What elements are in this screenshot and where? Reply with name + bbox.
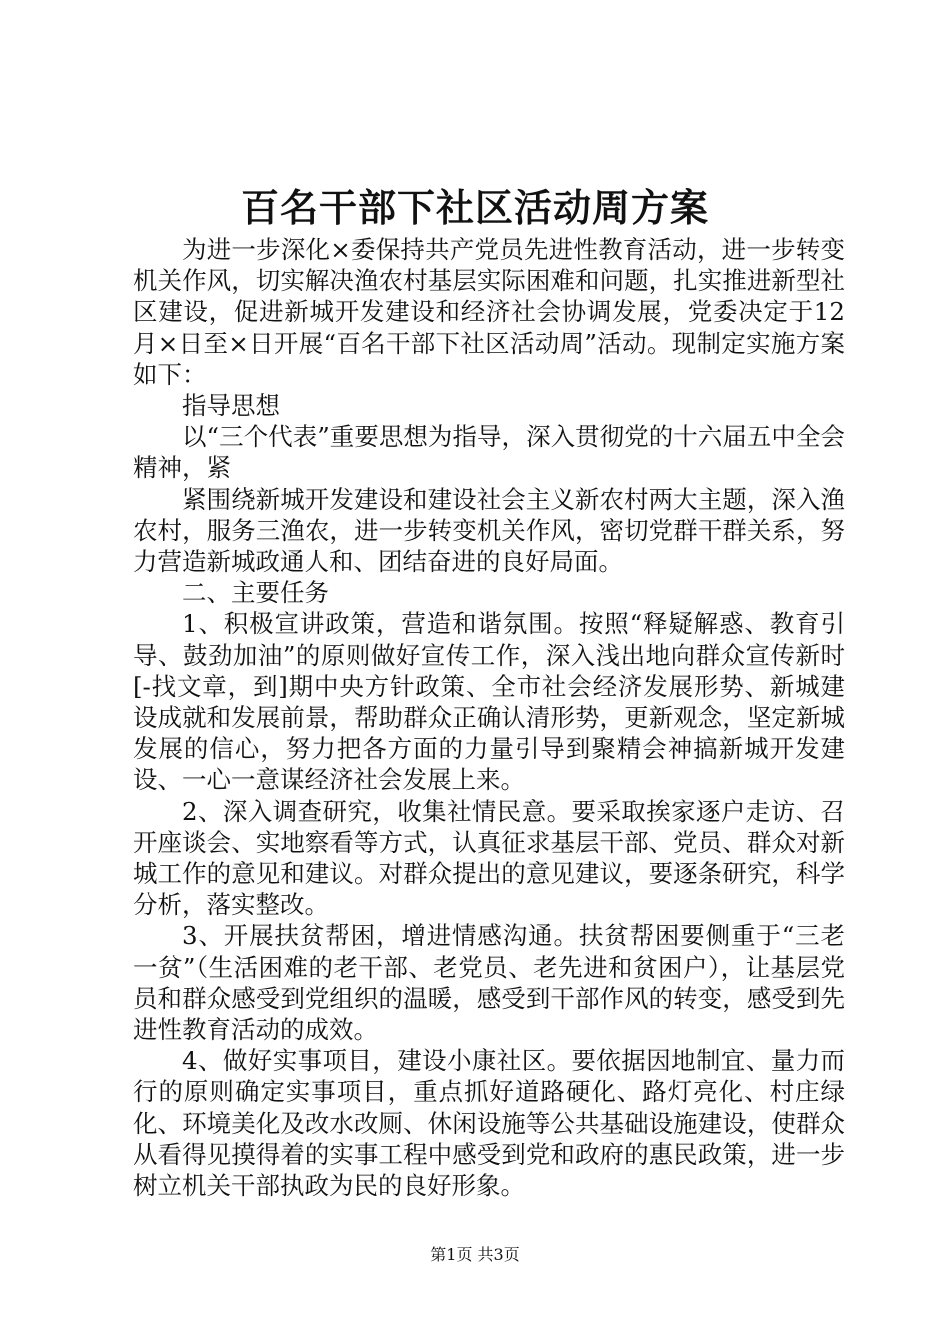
intro-paragraph: 为进一步深化×委保持共产党员先进性教育活动，进一步转变机关作风，切实解决渔农村基层实际困难和问题，扎实推进新型社区建设，促进新城开发建设和经济社会协调发展，党委决定于12月×日至×日开展“百名干部下社区活动周”活动。现制定实施方案如下： [133, 235, 845, 389]
document-body [133, 234, 845, 1201]
task-paragraph-3: 3、开展扶贫帮困，增进情感沟通。扶贫帮困要侧重于“三老一贫”（生活困难的老干部、老党员、老先进和贫困户），让基层党员和群众感受到党组织的温暖，感受到干部作风的转变，感受到先进性教育活动的成效。 [133, 921, 845, 1045]
section-heading-main-tasks: 二、主要任务 [182, 578, 329, 608]
guiding-ideology-paragraph: 以“三个代表”重要思想为指导，深入贯彻党的十六届五中全会精神，紧 [133, 422, 845, 483]
task-paragraph-2: 2、深入调查研究，收集社情民意。要采取挨家逐户走访、召开座谈会、实地察看等方式，认真征求基层干部、党员、群众对新城工作的意见和建议。对群众提出的意见建议，要逐条研究，科学分析，落实整改。 [133, 796, 845, 920]
document-title: 百名干部下社区活动周方案 [240, 185, 709, 230]
guiding-ideology-continuation: 紧围绕新城开发建设和建设社会主义新农村两大主题，深入渔农村，服务三渔农，进一步转变机关作风，密切党群干群关系，努力营造新城政通人和、团结奋进的良好局面。 [133, 484, 845, 577]
section-heading-guiding-ideology: 指导思想 [182, 391, 280, 421]
page-footer: 第1页 共3页 [430, 1245, 520, 1264]
task-paragraph-4: 4、做好实事项目，建设小康社区。要依据因地制宜、量力而行的原则确定实事项目，重点抓好道路硬化、路灯亮化、村庄绿化、环境美化及改水改厕、休闲设施等公共基础设施建设，使群众从看得见摸得着的实事工程中感受到党和政府的惠民政策，进一步树立机关干部执政为民的良好形象。 [133, 1046, 845, 1201]
task-paragraph-1: 1、积极宣讲政策，营造和谐氛围。按照“释疑解惑、教育引导、鼓劲加油”的原则做好宣传工作，深入浅出地向群众宣传新时[-找文章，到]期中央方针政策、全市社会经济发展形势、新城建设成就和发展前景，帮助群众正确认清形势，更新观念，坚定新城发展的信心，努力把各方面的力量引导到聚精会神搞新城开发建设、一心一意谋经济社会发展上来。 [133, 609, 845, 795]
